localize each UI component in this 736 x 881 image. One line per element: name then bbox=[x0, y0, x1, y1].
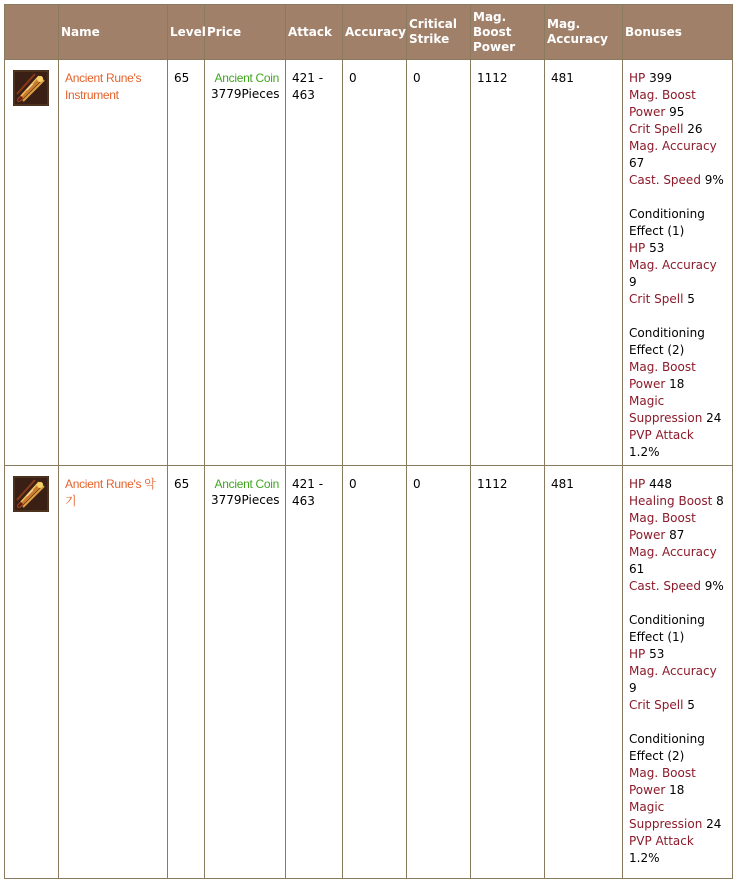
mag-accuracy-cell: 481 bbox=[545, 466, 623, 879]
header-level[interactable]: Level bbox=[168, 5, 205, 60]
bonus-name: Cast. Speed bbox=[629, 579, 701, 593]
header-mag-boost-line3: Power bbox=[473, 39, 516, 54]
bonus-name: HP bbox=[629, 241, 646, 255]
items-table bbox=[4, 4, 733, 879]
bonus-value: 53 bbox=[649, 241, 665, 255]
mag-boost-cell: 1112 bbox=[471, 466, 545, 879]
header-row bbox=[5, 5, 733, 60]
bonus-line bbox=[629, 765, 726, 799]
price-amount: 3779Pieces bbox=[211, 493, 280, 507]
header-mag-boost-line1: Mag. bbox=[473, 9, 507, 24]
header-mag-accuracy[interactable] bbox=[545, 5, 623, 60]
bonus-line bbox=[629, 172, 726, 189]
bonus-name: Crit Spell bbox=[629, 292, 684, 306]
table-body bbox=[5, 60, 733, 879]
bonus-line bbox=[629, 427, 726, 461]
bonus-line bbox=[629, 291, 726, 308]
conditioning-2-bonuses bbox=[629, 359, 726, 461]
bonus-line bbox=[629, 70, 726, 87]
bonus-value: 5 bbox=[687, 698, 695, 712]
header-critical-line1: Critical bbox=[409, 17, 458, 31]
bonus-value: 399 bbox=[649, 71, 672, 85]
name-cell bbox=[59, 466, 168, 879]
critical-cell: 0 bbox=[407, 60, 471, 466]
bonus-name: Magic Suppression bbox=[629, 394, 703, 425]
header-critical-strike[interactable] bbox=[407, 5, 471, 60]
critical-cell: 0 bbox=[407, 466, 471, 879]
bonus-name: PVP Attack bbox=[629, 834, 694, 848]
bonus-value: 9% bbox=[704, 579, 724, 593]
accuracy-cell: 0 bbox=[343, 466, 407, 879]
bonus-name: HP bbox=[629, 647, 646, 661]
header-mag-boost-line2: Boost bbox=[473, 24, 512, 39]
bonus-value: 67 bbox=[629, 156, 645, 170]
table-row bbox=[5, 60, 733, 466]
bonus-line bbox=[629, 87, 726, 121]
bonus-name: Cast. Speed bbox=[629, 173, 701, 187]
bonus-value: 18 bbox=[669, 783, 685, 797]
bonus-name: HP bbox=[629, 71, 646, 85]
price-currency: Ancient Coin bbox=[214, 71, 279, 85]
bonus-value: 5 bbox=[687, 292, 695, 306]
bonus-value: 24 bbox=[706, 411, 722, 425]
bonus-name: PVP Attack bbox=[629, 428, 694, 442]
bonus-line bbox=[629, 799, 726, 833]
attack-cell: 421 - 463 bbox=[286, 466, 343, 879]
price-currency: Ancient Coin bbox=[214, 477, 279, 491]
bonus-name: Mag. Accuracy bbox=[629, 664, 717, 678]
bonus-name: Mag. Boost Power bbox=[629, 88, 696, 119]
header-mag-boost-power[interactable] bbox=[471, 5, 545, 60]
bonus-line bbox=[629, 697, 726, 714]
conditioning-2-bonuses bbox=[629, 765, 726, 867]
bonus-value: 1.2% bbox=[629, 851, 660, 865]
price-amount: 3779Pieces bbox=[211, 87, 280, 101]
bonus-line bbox=[629, 359, 726, 393]
bonus-value: 87 bbox=[669, 528, 685, 542]
attack-cell: 421 - 463 bbox=[286, 60, 343, 466]
icon-cell bbox=[5, 466, 59, 879]
conditioning-1-bonuses bbox=[629, 240, 726, 308]
bonus-line bbox=[629, 663, 726, 697]
bonus-name: Crit Spell bbox=[629, 698, 684, 712]
bonus-name: Mag. Accuracy bbox=[629, 545, 717, 559]
name-cell bbox=[59, 60, 168, 466]
bonus-value: 9 bbox=[629, 275, 637, 289]
item-name-link[interactable]: Ancient Rune's Instrument bbox=[65, 71, 142, 102]
instrument-icon[interactable] bbox=[13, 476, 49, 512]
bonus-value: 8 bbox=[716, 494, 724, 508]
price-cell bbox=[205, 60, 286, 466]
table-row bbox=[5, 466, 733, 879]
bonus-name: Mag. Accuracy bbox=[629, 139, 717, 153]
bonus-value: 95 bbox=[669, 105, 685, 119]
bonus-value: 448 bbox=[649, 477, 672, 491]
bonus-name: Mag. Accuracy bbox=[629, 258, 717, 272]
bonus-name: Mag. Boost Power bbox=[629, 766, 696, 797]
bonus-line bbox=[629, 121, 726, 138]
header-critical-line2: Strike bbox=[409, 32, 450, 46]
bonus-line bbox=[629, 544, 726, 578]
price-cell bbox=[205, 466, 286, 879]
bonuses-cell bbox=[623, 60, 733, 466]
bonus-line bbox=[629, 493, 726, 510]
instrument-icon[interactable] bbox=[13, 70, 49, 106]
item-name-link[interactable]: Ancient Rune's 악기 bbox=[65, 477, 156, 508]
bonus-value: 61 bbox=[629, 562, 645, 576]
bonuses-cell bbox=[623, 466, 733, 879]
bonus-line bbox=[629, 393, 726, 427]
bonus-line bbox=[629, 646, 726, 663]
bonus-line bbox=[629, 578, 726, 595]
bonus-line bbox=[629, 476, 726, 493]
icon-cell bbox=[5, 60, 59, 466]
bonus-line bbox=[629, 240, 726, 257]
accuracy-cell: 0 bbox=[343, 60, 407, 466]
header-icon bbox=[5, 5, 59, 60]
conditioning-1-title: Conditioning Effect (1) bbox=[629, 207, 705, 238]
bonus-name: Magic Suppression bbox=[629, 800, 703, 831]
bonus-line bbox=[629, 138, 726, 172]
base-bonuses bbox=[629, 476, 726, 595]
header-attack[interactable]: Attack bbox=[286, 5, 343, 60]
level-cell: 65 bbox=[168, 60, 205, 466]
bonus-line bbox=[629, 257, 726, 291]
bonus-value: 1.2% bbox=[629, 445, 660, 459]
bonus-value: 9% bbox=[704, 173, 724, 187]
bonus-name: Healing Boost bbox=[629, 494, 713, 508]
bonus-line bbox=[629, 510, 726, 544]
bonus-name: Mag. Boost Power bbox=[629, 511, 696, 542]
bonus-value: 53 bbox=[649, 647, 665, 661]
bonus-name: Mag. Boost Power bbox=[629, 360, 696, 391]
header-price[interactable]: Price bbox=[205, 5, 286, 60]
header-mag-acc-line2: Accuracy bbox=[547, 32, 609, 46]
header-bonuses[interactable]: Bonuses bbox=[623, 5, 733, 60]
mag-boost-cell: 1112 bbox=[471, 60, 545, 466]
bonus-value: 9 bbox=[629, 681, 637, 695]
conditioning-1-bonuses bbox=[629, 646, 726, 714]
bonus-value: 26 bbox=[687, 122, 703, 136]
bonus-line bbox=[629, 833, 726, 867]
conditioning-2-title: Conditioning Effect (2) bbox=[629, 732, 705, 763]
base-bonuses bbox=[629, 70, 726, 189]
bonus-value: 18 bbox=[669, 377, 685, 391]
bonus-name: Crit Spell bbox=[629, 122, 684, 136]
conditioning-2-title: Conditioning Effect (2) bbox=[629, 326, 705, 357]
conditioning-1-title: Conditioning Effect (1) bbox=[629, 613, 705, 644]
header-name[interactable]: Name bbox=[59, 5, 168, 60]
bonus-name: HP bbox=[629, 477, 646, 491]
level-cell: 65 bbox=[168, 466, 205, 879]
mag-accuracy-cell: 481 bbox=[545, 60, 623, 466]
header-accuracy[interactable]: Accuracy bbox=[343, 5, 407, 60]
header-mag-acc-line1: Mag. bbox=[547, 17, 581, 31]
bonus-value: 24 bbox=[706, 817, 722, 831]
